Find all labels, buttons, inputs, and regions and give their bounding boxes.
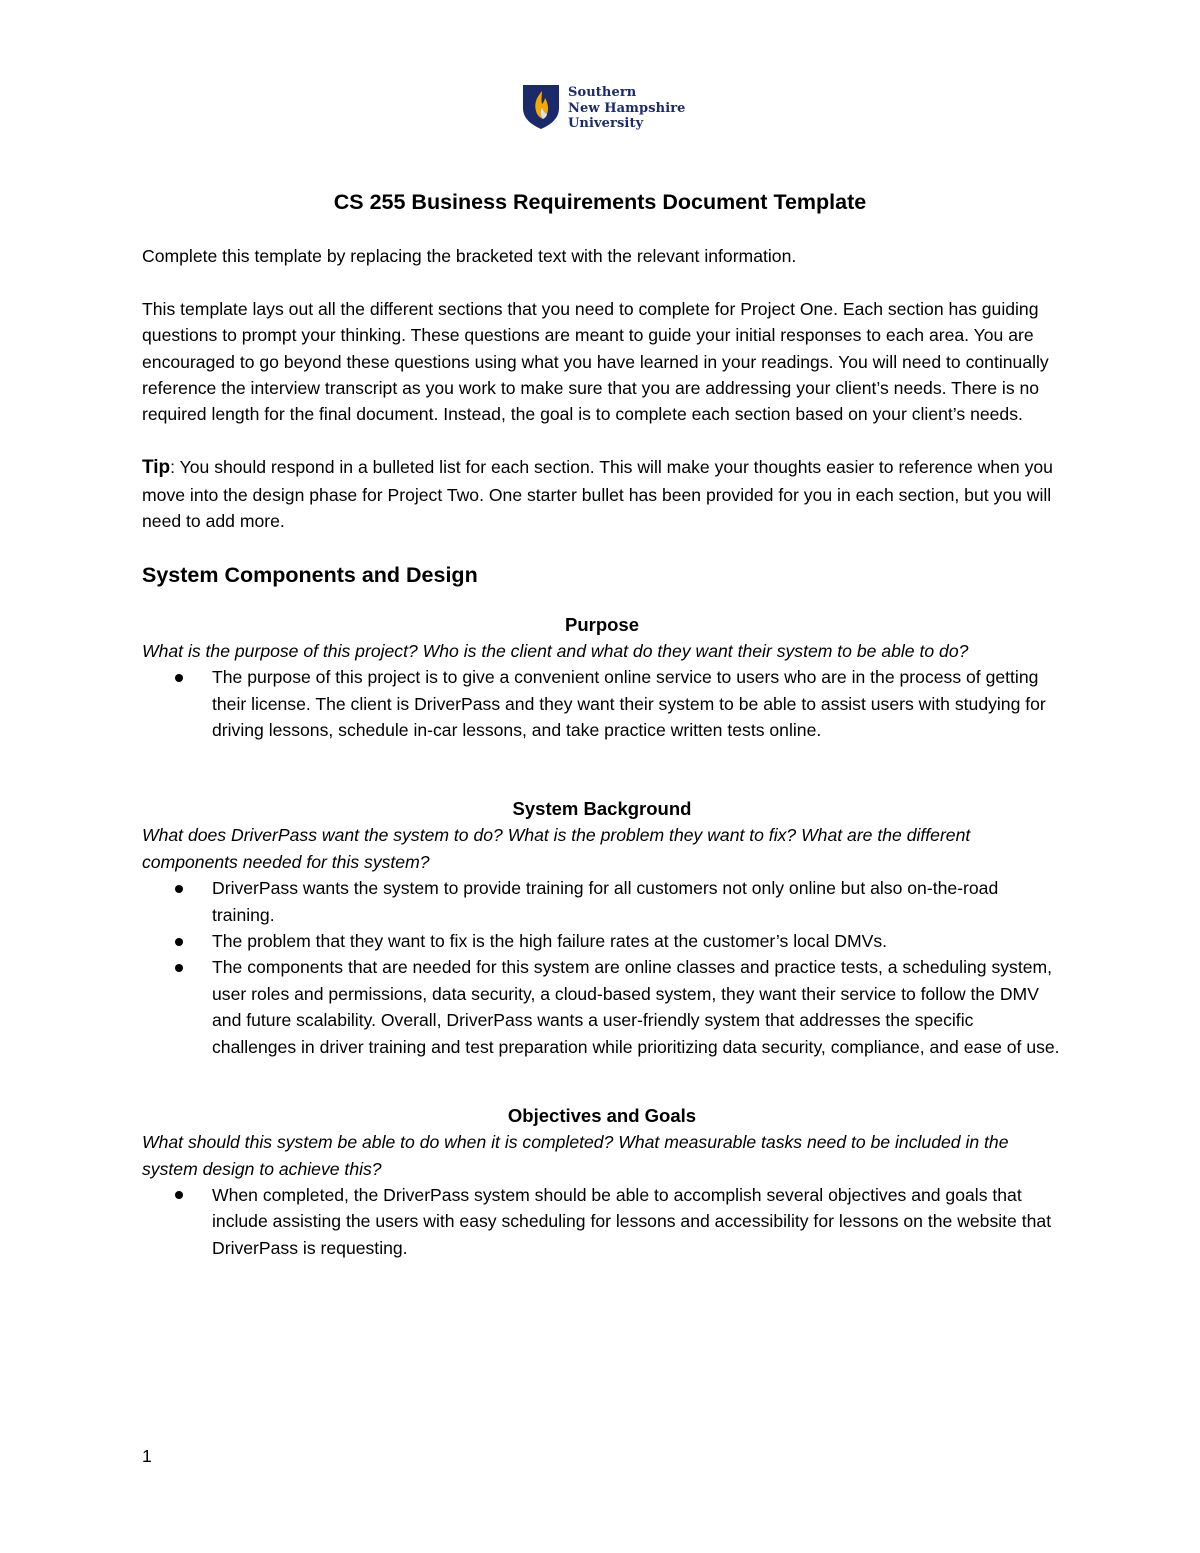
background-question: What does DriverPass want the system to do? What is the problem they want to fix? What are the different components needed for this system?	[142, 825, 971, 872]
bullet-icon	[175, 964, 183, 972]
list-item	[142, 1182, 1062, 1261]
list-item-text: When completed, the DriverPass system should be able to accomplish several objectives and goals that include assisting the users with easy scheduling for lessons and accessibility for lessons on the website that DriverPass is requesting.	[212, 1184, 1052, 1258]
bullet-icon	[175, 1191, 183, 1199]
purpose-heading: Purpose	[564, 613, 640, 635]
purpose-question: What is the purpose of this project? Who is the client and what do they want their system to be able to do?	[142, 640, 969, 661]
list-item-text: The problem that they want to fix is the high failure rates at the customer’s local DMVs.	[212, 931, 888, 952]
list-item-text: DriverPass wants the system to provide training for all customers not only online but also on-the-road training.	[212, 878, 999, 925]
tip-text: : You should respond in a bulleted list for each section. This will make your thoughts easier to reference when you move into the design phase for Project Two. One starter bullet has been provided for you in each section, but you will need to add more.	[142, 457, 1053, 532]
background-heading: System Background	[512, 798, 692, 820]
intro-paragraph: Complete this template by replacing the bracketed text with the relevant information.	[142, 246, 797, 266]
section-heading: System Components and Design	[142, 562, 478, 587]
bullet-icon	[175, 674, 183, 682]
overview-paragraph: This template lays out all the different sections that you need to complete for Project One. Each section has guiding questions to prompt your thinking. These questions are meant to guide your initial responses to each area. You are encouraged to go beyond these questions using what you have learned in your readings. You will need to continually reference the interview transcript as you work to make sure that you are addressing your client’s needs. There is no required length for the final document. Instead, the goal is to complete each section based on your client’s needs.	[142, 298, 1049, 425]
tip-paragraph	[142, 454, 1062, 534]
document-body	[142, 243, 1062, 1261]
bullet-icon	[175, 885, 183, 893]
objectives-list	[142, 1182, 1062, 1261]
objectives-heading: Objectives and Goals	[507, 1105, 697, 1127]
objectives-question: What should this system be able to do when it is completed? What measurable tasks need to be included in the system design to achieve this?	[142, 1132, 1009, 1179]
logo-line-1: Southern	[568, 85, 637, 100]
list-item	[142, 954, 1062, 1060]
list-item	[142, 928, 1062, 954]
logo-line-3: University	[568, 116, 644, 131]
logo-line-2: New Hampshire	[568, 100, 686, 116]
bullet-icon	[175, 938, 183, 946]
list-item	[142, 875, 1062, 928]
list-item-text: The purpose of this project is to give a convenient online service to users who are in the process of getting their license. The client is DriverPass and they want their system to be able to assist users with studying for driving lessons, schedule in-car lessons, and take practice written tests online.	[212, 667, 1046, 741]
purpose-list	[142, 664, 1062, 743]
document-title: CS 255 Business Requirements Document Template	[333, 190, 867, 214]
background-list	[142, 875, 1062, 1060]
list-item-text: The components that are needed for this system are online classes and practice tests, a scheduling system, user roles and permissions, data security, a cloud-based system, they want their service to follow the DMV and future scalability. Overall, DriverPass wants a user-friendly system that addresses the specific challenges in driver training and test preparation while prioritizing data security, compliance, and ease of use.	[212, 957, 1060, 1057]
logo-wordmark	[568, 85, 686, 132]
page-number: 1	[142, 1446, 152, 1466]
shield-flame-icon	[522, 84, 560, 130]
list-item	[142, 664, 1062, 743]
tip-label: Tip	[142, 457, 171, 479]
university-logo	[522, 84, 686, 132]
